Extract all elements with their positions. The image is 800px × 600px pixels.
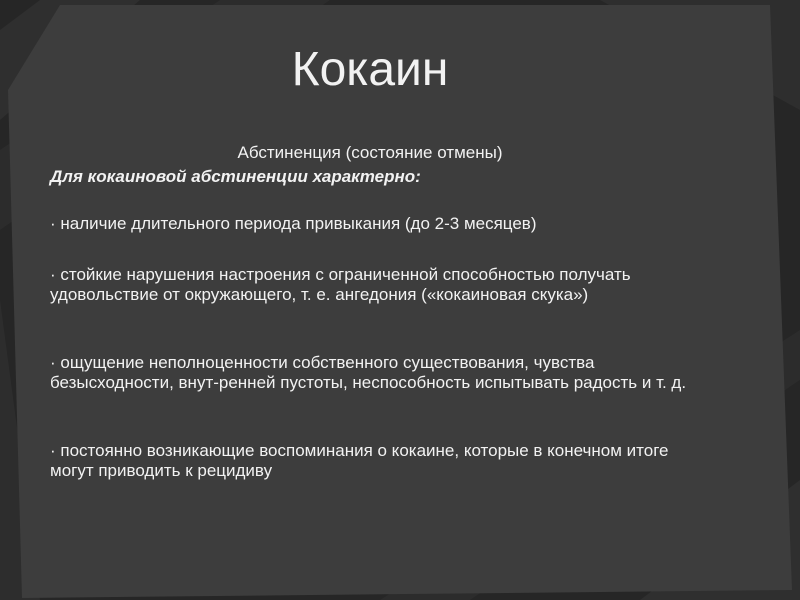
lead-text: Для кокаиновой абстиненции характерно: — [50, 167, 421, 186]
bullet-item: · ощущение неполноценности собственного существования, чувства безысходности, внут-ренней пустоты, неспособность испытывать радость и т. д. — [50, 353, 687, 392]
slide-title: Кокаин — [291, 43, 449, 96]
bullet-item: · наличие длительного периода привыкания (до 2-3 месяцев) — [50, 214, 537, 233]
bullet-item: · постоянно возникающие воспоминания о кокаине, которые в конечном итоге могут приводить к рецидиву — [50, 441, 669, 480]
slide-subtitle: Абстиненция (состояние отмены) — [237, 143, 503, 162]
bullet-item: · стойкие нарушения настроения с ограниченной способностью получать удовольствие от окружающего, т. е. ангедония («кокаиновая скука») — [50, 265, 631, 304]
